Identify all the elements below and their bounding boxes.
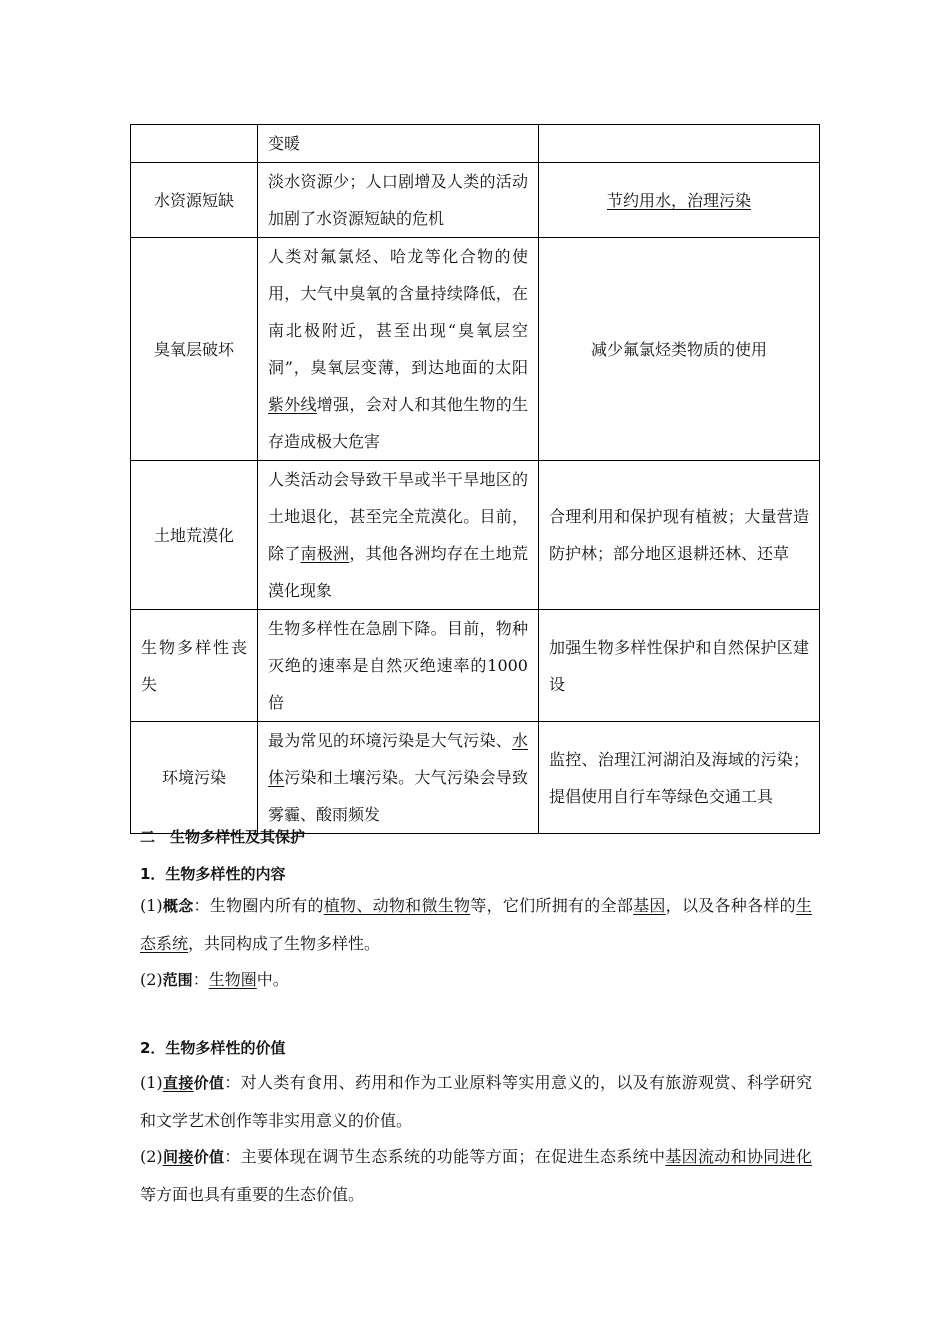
environment-issues-table — [130, 124, 820, 834]
text-run: 淡水资源少；人口剧增及人类的活动加剧了水资源短缺的危机 — [268, 172, 528, 228]
cause-cell — [258, 238, 539, 461]
text-run: 污染和土壤污染。大气污染会导致雾霾、酸雨频发 — [268, 768, 528, 824]
text-run: 生物多样性在急剧下降。目前，物种灭绝的速率是自然灭绝速率的1000倍 — [268, 619, 528, 712]
measure-cell — [539, 238, 820, 461]
text-run: 变暖 — [268, 134, 301, 153]
table-row — [131, 722, 820, 834]
text-run: (1) — [140, 1073, 163, 1092]
paragraph-scope — [140, 961, 812, 999]
subsection-title: 2．生物多样性的价值 — [140, 1039, 286, 1057]
text-run: 加强生物多样性保护和自然保护区建设 — [549, 637, 809, 694]
text-run: 等方面也具有重要的生态价值。 — [140, 1185, 365, 1204]
text-run: 基因流动和协同进化 — [665, 1147, 812, 1166]
text-run: 价值 — [193, 1074, 225, 1092]
text-run: 中。 — [256, 970, 289, 989]
section-heading: 二 生物多样性及其保护 — [140, 828, 306, 846]
text-run: ：对人类有食用、药用和作为工业原料等实用意义的，以及有旅游观赏、科学研究和文学艺术创作等非实用意义的价值。 — [140, 1073, 812, 1130]
text-run: 紫外线 — [268, 395, 317, 414]
text-run: 增强，会对人和其他生物的生存造成极大危害 — [268, 395, 528, 451]
table-row — [131, 238, 820, 461]
measure-cell — [539, 125, 820, 163]
text-run: 最为常见的环境污染是大气污染、 — [268, 731, 512, 750]
table-row — [131, 610, 820, 722]
text-run: 价值 — [193, 1148, 225, 1166]
issue-cell: 臭氧层破坏 — [131, 238, 258, 461]
text-run: 基因 — [633, 896, 666, 915]
table-row — [131, 163, 820, 238]
text-run: 南极洲 — [300, 544, 350, 563]
text-run: 范围 — [162, 971, 193, 989]
cause-cell — [258, 461, 539, 610]
paragraph-direct-value — [140, 1064, 812, 1139]
measure-cell — [539, 722, 820, 834]
text-run: ： — [192, 970, 209, 989]
issue-cell: 生物多样性丧失 — [131, 610, 258, 722]
text-run: 监控、治理江河湖泊及海域的污染；提倡使用自行车等绿色交通工具 — [549, 749, 809, 806]
text-run: 等，它们所拥有的全部 — [470, 896, 634, 915]
text-run: ，共同构成了生物多样性。 — [188, 934, 381, 953]
text-run: 生物圈 — [208, 970, 257, 989]
measure-cell — [539, 163, 820, 238]
cause-cell — [258, 610, 539, 722]
measure-cell — [539, 610, 820, 722]
text-run: 人类对氟氯烃、哈龙等化合物的使用，大气中臭氧的含量持续降低，在南北极附近，甚至出现“臭氧层空洞”，臭氧层变薄，到达地面的太阳 — [268, 247, 528, 377]
text-run: 节约用水，治理污染 — [606, 190, 751, 210]
text-run: (2) — [140, 1147, 163, 1166]
cause-cell — [258, 722, 539, 834]
text-run: ，其他各洲均存在土地荒漠化现象 — [268, 544, 528, 600]
subsection-title: 1．生物多样性的内容 — [140, 865, 286, 883]
issue-cell — [131, 125, 258, 163]
paragraph-indirect-value — [140, 1138, 812, 1213]
text-run: 人类活动会导致干旱或半干旱地区的土地退化，甚至完全荒漠化。目前，除了 — [268, 470, 528, 563]
measure-cell — [539, 461, 820, 610]
text-run: 植物、动物和微生物 — [323, 896, 471, 915]
text-run: (2) — [140, 970, 163, 989]
text-run: 概念 — [162, 897, 194, 915]
text-run: (1) — [140, 896, 163, 915]
issue-cell: 土地荒漠化 — [131, 461, 258, 610]
issue-cell: 环境污染 — [131, 722, 258, 834]
table-row — [131, 125, 820, 163]
text-run: ：主要体现在调节生态系统的功能等方面；在促进生态系统中 — [224, 1147, 666, 1166]
text-run: 直接 — [162, 1074, 194, 1092]
text-run: 减少氟氯烃类物质的使用 — [590, 339, 767, 359]
text-run: ：生物圈内所有的 — [193, 896, 324, 915]
issue-cell: 水资源短缺 — [131, 163, 258, 238]
paragraph-concept — [140, 887, 812, 962]
text-run: 水体 — [268, 731, 528, 787]
text-run: ，以及各种各样的 — [665, 896, 796, 915]
text-run: 间接 — [162, 1148, 194, 1166]
cause-cell — [258, 163, 539, 238]
text-run: 合理利用和保护现有植被；大量营造防护林；部分地区退耕还林、还草 — [549, 507, 809, 563]
table-row — [131, 461, 820, 610]
cause-cell — [258, 125, 539, 163]
text-run: 生态系统 — [140, 896, 812, 953]
